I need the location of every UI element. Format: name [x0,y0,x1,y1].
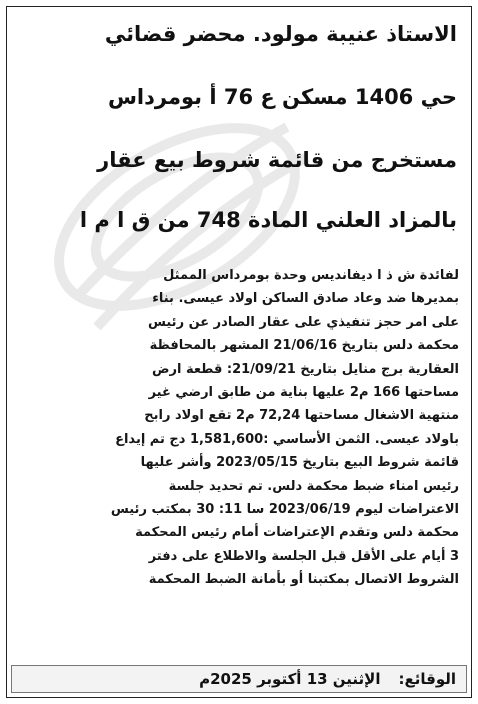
notice-heading-bailiff: الاستاذ عنيبة مولود. محضر قضائي [104,22,457,46]
body-line: محكمة دلس وتقدم الإعتراضات أمام رئيس المحكمة [135,525,459,541]
body-line: منتهية الاشغال مساحتها 72,24 م2 تقع اولاد رابح [144,408,459,424]
body-line: مساحتها 166 م2 عليها بناية من طابق ارضي غير [148,385,459,401]
notice-heading-address: حي 1406 مسكن ع 76 أ بومرداس [107,85,457,109]
body-line: 3 أيام على الأقل قبل الجلسة والاطلاع على دفتر [148,548,459,564]
body-line: العقارية برج منايل بتاريخ 21/09/21: قطعة ارض [152,361,459,377]
body-line: لفائدة ش ذ ا ديفانديس وحدة بومرداس الممثل [163,268,459,283]
body-line: محكمة دلس بتاريخ 21/06/16 المشهر بالمحافظة [149,338,459,354]
body-line: بمديرها ضد وعاد صادق الساكن اولاد عيسى. بناء [152,291,459,307]
body-line: الاعتراضات ليوم 2023/06/19 سا 11: 30 بمكتب رئيس [110,502,459,518]
body-line: على امر حجز تنفيذي على عقار الصادر عن رئيس [148,314,459,330]
legal-notice [6,6,472,698]
body-line: قائمة شروط البيع بتاريخ 2023/05/15 وأشر عليها [140,455,459,471]
notice-heading-subject: مستخرج من قائمة شروط بيع عقار [97,148,457,172]
footer-box [11,665,467,693]
notice-body [17,264,459,592]
body-line: الشروط الاتصال بمكتبنا أو بأمانة الضبط المحكمة [148,572,459,588]
notice-heading-article: بالمزاد العلني المادة 748 من ق ا م ا [79,208,457,232]
body-line: رئيس امناء ضبط محكمة دلس. تم تحديد جلسة [168,478,459,494]
newspaper-name: الوقائع: [398,670,456,688]
publication-date: الإثنين 13 أكتوبر 2025م [199,670,381,688]
body-line: باولاد عيسى. الثمن الأساسي :1,581,600 دج تم إيداع [115,431,459,447]
footer [7,661,471,697]
